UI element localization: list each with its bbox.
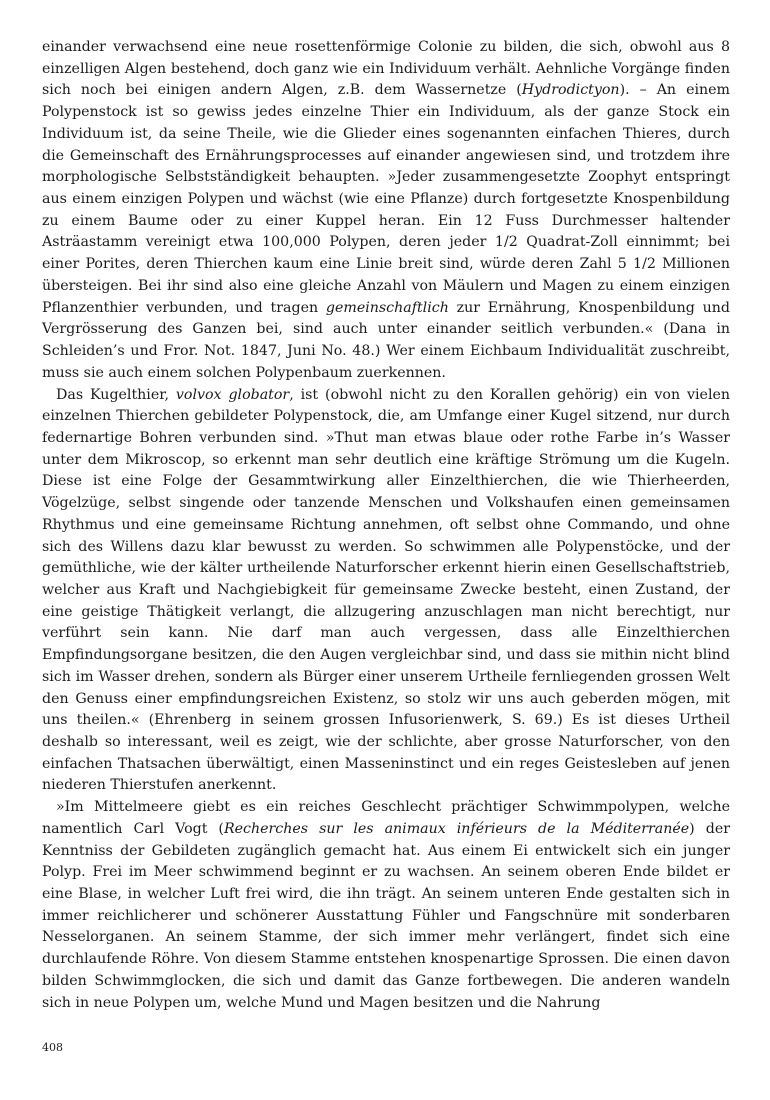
page-body xyxy=(42,37,730,1014)
paragraph-2-italic-volvox: volvox globator xyxy=(175,386,290,403)
paragraph-2-text-1: Das Kugelthier, xyxy=(56,386,176,403)
paragraph-1-italic-gemeinschaftlich: gemeinschaftlich xyxy=(325,299,449,316)
page-number: 408 xyxy=(42,1041,63,1054)
paragraph-2-text-2: , ist (obwohl nicht zu den Korallen gehörig) ein von vielen einzelnen Thierchen gebildeter Polypenstock, die, am Umfange einer Kugel sitzend, nur durch federnartige Bohren verbunden sind. »Thut man etwas blaue oder rothe Farbe in’s Wasser unter dem Mikroscop, so erkennt man sehr deutlich eine kräftige Strömung um die Kugeln. Diese ist eine Folge der Gesammtwirkung aller Einzelthierchen, die wie Thierheerden, Vögelzüge, selbst singende oder tanzende Menschen und Volkshaufen einen gemeinsamen Rhythmus und eine gemeinsame Richtung annehmen, oft selbst ohne Commando, und ohne sich des Willens dazu klar bewusst zu werden. So schwimmen alle Polypenstöcke, und der gemüthliche, wie der kälter urtheilende Naturforscher erkennt hierin einen Gesellschaftstrieb, welcher aus Kraft und Nachgiebigkeit für gemeinsame Zwecke besteht, einen Zustand, der eine geistige Thätigkeit verlangt, die allzugering anzuschlagen man nicht berechtigt, nur verführt sein kann. Nie darf man auch vergessen, dass alle Einzelthierchen Empfindungsorgane besitzen, die den Augen vergleichbar sind, und dass sie mithin nicht blind sich im Wasser drehen, sondern als Bürger einer unserem Urtheile fernliegenden grossen Welt den Genuss einer empfindungsreichen Existenz, so stolz wir uns auch geberden mögen, mit uns theilen.« (Ehrenberg in seinem grossen Infusorienwerk, S. 69.) Es ist dieses Urtheil deshalb so interessant, weil es zeigt, wie der schlichte, aber grosse Naturforscher, von den einfachen Thatsachen überwältigt, einen Masseninstinct und ein reges Geistesleben auf jenen niederen Thierstufen anerkennt. xyxy=(42,386,731,794)
paragraph-2 xyxy=(42,385,730,798)
paragraph-1-text-1: einander verwachsend eine neue rosettenförmige Colonie zu bilden, die sich, obwohl aus 8 einzelligen Algen bestehend, doch ganz wie ein Individuum verhält. Aehnliche Vorgänge finden sich noch bei einigen andern Algen, z.B. dem Wassernetze ( xyxy=(42,39,730,99)
paragraph-1-text-2: ). – An einem Polypenstock ist so gewiss jedes einzelne Thier ein Individuum, als der ganze Stock ein Individuum ist, da seine Theile, wie die Glieder eines sogenannten einfachen Thieres, durch die Gemeinschaft des Ernährungsprocesses auf einander angewiesen sind, und trotzdem ihre morphologische Selbstständigkeit behaupten. »Jeder zusammengesetzte Zoophyt entspringt aus einem einzigen Polypen und wächst (wie eine Pflanze) durch fortgesetzte Knospenbildung zu einem Baume oder zu einer Kuppel heran. Ein 12 Fuss Durchmesser haltender Asträastamm vereinigt etwa 100,000 Polypen, deren jeder 1/2 Quadrat-Zoll einnimmt; bei einer Porites, deren Thierchen kaum eine Linie breit sind, würde deren Zahl 5 1/2 Millionen übersteigen. Bei ihr sind also eine gleiche Anzahl von Mäulern und Magen zu einem einzigen Pflanzenthier verbunden, und tragen xyxy=(42,82,730,316)
paragraph-1 xyxy=(42,37,730,385)
paragraph-3-text-1: »Im Mittelmeere giebt es ein reiches Geschlecht prächtiger Schwimmpolypen, welche namentlich Carl Vogt ( xyxy=(42,799,730,837)
paragraph-3-text-2: ) der Kenntniss der Gebildeten zugänglich gemacht hat. Aus einem Ei entwickelt sich ein junger Polyp. Frei im Meer schwimmend beginnt er zu wachsen. An seinem oberen Ende bildet er eine Blase, in welcher Luft frei wird, die ihn trägt. An seinem unteren Ende gestalten sich in immer reichlicherer und schönerer Ausstattung Fühler und Fangschnüre mit sonderbaren Nesselorganen. An seinem Stamme, der sich immer mehr verlängert, findet sich eine durchlaufende Röhre. Von diesem Stamme entstehen knospenartige Sprossen. Die einen davon bilden Schwimmglocken, die sich und damit das Ganze fortbewegen. Die anderen wandeln sich in neue Polypen um, welche Mund und Magen besitzen und die Nahrung xyxy=(42,820,730,1011)
paragraph-3-italic-recherches: Recherches sur les animaux inférieurs de la Méditerranée xyxy=(223,820,690,837)
paragraph-1-italic-hydrodictyon: Hydrodictyon xyxy=(521,82,620,99)
paragraph-3 xyxy=(42,797,730,1014)
paragraph-1-text-3: zur Ernährung, Knospenbildung und Vergrösserung des Ganzen bei, sind auch unter einander seitlich verbunden.« (Dana in Schleiden’s und Fror. Not. 1847, Juni No. 48.) Wer einem Eichbaum Individualität zuschreibt, muss sie auch einem solchen Polypenbaum zuerkennen. xyxy=(42,299,730,381)
